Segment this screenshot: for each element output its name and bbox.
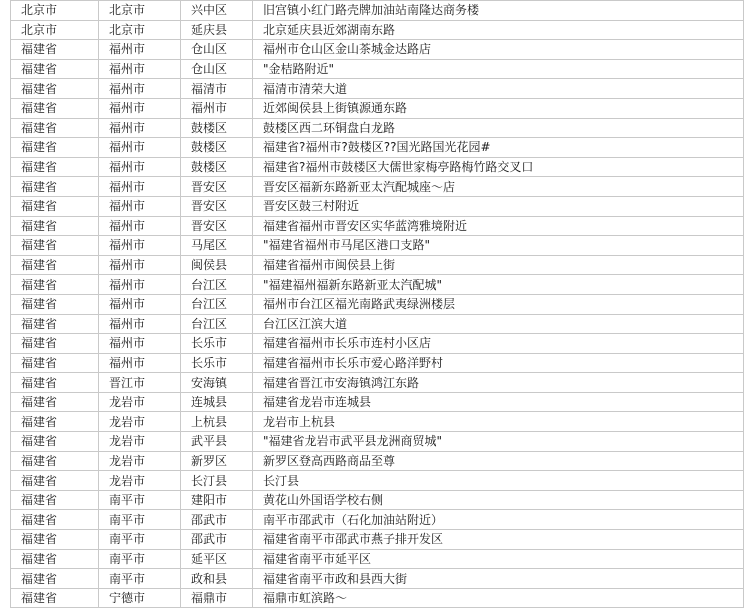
- table-row: [11, 1, 744, 21]
- province-cell[interactable]: 福建省: [11, 490, 99, 510]
- table-row: [11, 392, 744, 412]
- address-cell[interactable]: 福建省?福州市鼓楼区大儒世家梅亭路梅竹路交叉口: [253, 157, 744, 177]
- province-cell[interactable]: 北京市: [11, 20, 99, 40]
- address-cell[interactable]: 福建省南平市邵武市燕子排开发区: [253, 530, 744, 550]
- table-row: [11, 20, 744, 40]
- district-cell[interactable]: 台江区: [181, 275, 253, 295]
- district-cell[interactable]: 鼓楼区: [181, 157, 253, 177]
- city-cell[interactable]: 南平市: [99, 530, 181, 550]
- city-cell[interactable]: 福州市: [99, 255, 181, 275]
- address-cell[interactable]: 福建省福州市闽侯县上街: [253, 255, 744, 275]
- province-cell[interactable]: 福建省: [11, 294, 99, 314]
- city-cell[interactable]: 北京市: [99, 1, 181, 21]
- district-cell[interactable]: 福清市: [181, 79, 253, 99]
- address-cell[interactable]: 福建省?福州市?鼓楼区??国光路国光花园#: [253, 138, 744, 158]
- address-cell[interactable]: 福鼎市虹滨路～: [253, 588, 744, 608]
- province-cell[interactable]: 福建省: [11, 451, 99, 471]
- table-row: [11, 138, 744, 158]
- district-cell[interactable]: 仓山区: [181, 40, 253, 60]
- address-cell[interactable]: "福建省福州市马尾区港口支路": [253, 236, 744, 256]
- province-cell[interactable]: 福建省: [11, 138, 99, 158]
- table-row: [11, 157, 744, 177]
- city-cell[interactable]: 福州市: [99, 40, 181, 60]
- district-cell[interactable]: 闽侯县: [181, 255, 253, 275]
- province-cell[interactable]: 福建省: [11, 549, 99, 569]
- district-cell[interactable]: 新罗区: [181, 451, 253, 471]
- city-cell[interactable]: 龙岩市: [99, 412, 181, 432]
- table-row: [11, 79, 744, 99]
- province-cell[interactable]: 福建省: [11, 40, 99, 60]
- province-cell[interactable]: 福建省: [11, 196, 99, 216]
- table-row: [11, 236, 744, 256]
- city-cell[interactable]: 福州市: [99, 79, 181, 99]
- table-row: [11, 490, 744, 510]
- province-cell[interactable]: 福建省: [11, 353, 99, 373]
- province-cell[interactable]: 福建省: [11, 510, 99, 530]
- address-cell[interactable]: 旧宫镇小红门路壳牌加油站南隆达商务楼: [253, 1, 744, 21]
- city-cell[interactable]: 龙岩市: [99, 392, 181, 412]
- district-cell[interactable]: 长乐市: [181, 353, 253, 373]
- province-cell[interactable]: 福建省: [11, 588, 99, 608]
- address-cell[interactable]: 晋安区福新东路新亚太汽配城座～店: [253, 177, 744, 197]
- province-cell[interactable]: 福建省: [11, 569, 99, 589]
- address-cell[interactable]: "金桔路附近": [253, 59, 744, 79]
- city-cell[interactable]: 福州市: [99, 334, 181, 354]
- address-cell[interactable]: 南平市邵武市（石化加油站附近）: [253, 510, 744, 530]
- city-cell[interactable]: 龙岩市: [99, 451, 181, 471]
- table-row: [11, 353, 744, 373]
- address-cell[interactable]: 近郊闽侯县上街镇源通东路: [253, 98, 744, 118]
- city-cell[interactable]: 福州市: [99, 138, 181, 158]
- address-cell[interactable]: 北京延庆县近郊湖南东路: [253, 20, 744, 40]
- table-row: [11, 569, 744, 589]
- province-cell[interactable]: 福建省: [11, 314, 99, 334]
- city-cell[interactable]: 南平市: [99, 490, 181, 510]
- province-cell[interactable]: 北京市: [11, 1, 99, 21]
- city-cell[interactable]: 福州市: [99, 275, 181, 295]
- district-cell[interactable]: 晋安区: [181, 177, 253, 197]
- province-cell[interactable]: 福建省: [11, 255, 99, 275]
- city-cell[interactable]: 南平市: [99, 510, 181, 530]
- city-cell[interactable]: 北京市: [99, 20, 181, 40]
- address-cell[interactable]: 新罗区登高西路商品至尊: [253, 451, 744, 471]
- province-cell[interactable]: 福建省: [11, 471, 99, 491]
- address-cell[interactable]: 福建省南平市政和县西大街: [253, 569, 744, 589]
- table-row: [11, 588, 744, 608]
- city-cell[interactable]: 南平市: [99, 569, 181, 589]
- province-cell[interactable]: 福建省: [11, 79, 99, 99]
- city-cell[interactable]: 龙岩市: [99, 432, 181, 452]
- table-row: [11, 177, 744, 197]
- province-cell[interactable]: 福建省: [11, 530, 99, 550]
- address-cell[interactable]: "福建省龙岩市武平县龙洲商贸城": [253, 432, 744, 452]
- province-cell[interactable]: 福建省: [11, 392, 99, 412]
- city-cell[interactable]: 福州市: [99, 177, 181, 197]
- district-cell[interactable]: 兴中区: [181, 1, 253, 21]
- city-cell[interactable]: 福州市: [99, 157, 181, 177]
- district-cell[interactable]: 连城县: [181, 392, 253, 412]
- city-cell[interactable]: 福州市: [99, 314, 181, 334]
- address-cell[interactable]: 福建省福州市晋安区实华蓝湾雅境附近: [253, 216, 744, 236]
- district-cell[interactable]: 邵武市: [181, 530, 253, 550]
- address-cell[interactable]: 福建省南平市延平区: [253, 549, 744, 569]
- address-cell[interactable]: 福州市仓山区金山茶城金达路店: [253, 40, 744, 60]
- city-cell[interactable]: 福州市: [99, 353, 181, 373]
- city-cell[interactable]: 晋江市: [99, 373, 181, 393]
- address-cell[interactable]: 长汀县: [253, 471, 744, 491]
- table-row: [11, 549, 744, 569]
- district-cell[interactable]: 鼓楼区: [181, 118, 253, 138]
- district-cell[interactable]: 安海镇: [181, 373, 253, 393]
- address-cell[interactable]: 福建省晋江市安海镇鸿江东路: [253, 373, 744, 393]
- province-cell[interactable]: 福建省: [11, 157, 99, 177]
- city-cell[interactable]: 福州市: [99, 236, 181, 256]
- district-cell[interactable]: 延庆县: [181, 20, 253, 40]
- district-cell[interactable]: 晋安区: [181, 216, 253, 236]
- table-row: [11, 40, 744, 60]
- table-row: [11, 294, 744, 314]
- district-cell[interactable]: 马尾区: [181, 236, 253, 256]
- province-cell[interactable]: 福建省: [11, 334, 99, 354]
- district-cell[interactable]: 台江区: [181, 314, 253, 334]
- address-cell[interactable]: 鼓楼区西二环铜盘白龙路: [253, 118, 744, 138]
- city-cell[interactable]: 龙岩市: [99, 471, 181, 491]
- district-cell[interactable]: 台江区: [181, 294, 253, 314]
- province-cell[interactable]: 福建省: [11, 412, 99, 432]
- address-cell[interactable]: 晋安区鼓三村附近: [253, 196, 744, 216]
- district-cell[interactable]: 上杭县: [181, 412, 253, 432]
- table-row: [11, 451, 744, 471]
- address-cell[interactable]: 福州市台江区福光南路武夷绿洲楼层: [253, 294, 744, 314]
- table-row: [11, 471, 744, 491]
- city-cell[interactable]: 福州市: [99, 59, 181, 79]
- address-cell[interactable]: 龙岩市上杭县: [253, 412, 744, 432]
- province-cell[interactable]: 福建省: [11, 432, 99, 452]
- address-cell[interactable]: "福建福州福新东路新亚太汽配城": [253, 275, 744, 295]
- table-row: [11, 59, 744, 79]
- district-cell[interactable]: 武平县: [181, 432, 253, 452]
- address-cell[interactable]: 福建省龙岩市连城县: [253, 392, 744, 412]
- district-cell[interactable]: 晋安区: [181, 196, 253, 216]
- table-row: [11, 412, 744, 432]
- table-row: [11, 216, 744, 236]
- city-cell[interactable]: 福州市: [99, 294, 181, 314]
- district-cell[interactable]: 鼓楼区: [181, 138, 253, 158]
- city-cell[interactable]: 宁德市: [99, 588, 181, 608]
- table-row: [11, 98, 744, 118]
- province-cell[interactable]: 福建省: [11, 118, 99, 138]
- city-cell[interactable]: 福州市: [99, 196, 181, 216]
- province-cell[interactable]: 福建省: [11, 59, 99, 79]
- address-table: [10, 0, 744, 608]
- table-row: [11, 118, 744, 138]
- table-row: [11, 196, 744, 216]
- table-row: [11, 334, 744, 354]
- province-cell[interactable]: 福建省: [11, 98, 99, 118]
- district-cell[interactable]: 长乐市: [181, 334, 253, 354]
- district-cell[interactable]: 仓山区: [181, 59, 253, 79]
- district-cell[interactable]: 建阳市: [181, 490, 253, 510]
- table-body: [11, 1, 744, 608]
- city-cell[interactable]: 福州市: [99, 216, 181, 236]
- address-cell[interactable]: 福建省福州市长乐市爱心路洋野村: [253, 353, 744, 373]
- district-cell[interactable]: 福鼎市: [181, 588, 253, 608]
- district-cell[interactable]: 福州市: [181, 98, 253, 118]
- district-cell[interactable]: 长汀县: [181, 471, 253, 491]
- province-cell[interactable]: 福建省: [11, 236, 99, 256]
- table-row: [11, 510, 744, 530]
- province-cell[interactable]: 福建省: [11, 177, 99, 197]
- city-cell[interactable]: 福州市: [99, 118, 181, 138]
- address-cell[interactable]: 台江区江滨大道: [253, 314, 744, 334]
- address-cell[interactable]: 福清市清荣大道: [253, 79, 744, 99]
- district-cell[interactable]: 邵武市: [181, 510, 253, 530]
- table-row: [11, 373, 744, 393]
- table-row: [11, 530, 744, 550]
- address-cell[interactable]: 福建省福州市长乐市连村小区店: [253, 334, 744, 354]
- table-row: [11, 432, 744, 452]
- address-cell[interactable]: 黄花山外国语学校右侧: [253, 490, 744, 510]
- province-cell[interactable]: 福建省: [11, 275, 99, 295]
- table-row: [11, 314, 744, 334]
- district-cell[interactable]: 政和县: [181, 569, 253, 589]
- city-cell[interactable]: 福州市: [99, 98, 181, 118]
- province-cell[interactable]: 福建省: [11, 216, 99, 236]
- table-row: [11, 275, 744, 295]
- province-cell[interactable]: 福建省: [11, 373, 99, 393]
- district-cell[interactable]: 延平区: [181, 549, 253, 569]
- city-cell[interactable]: 南平市: [99, 549, 181, 569]
- table-row: [11, 255, 744, 275]
